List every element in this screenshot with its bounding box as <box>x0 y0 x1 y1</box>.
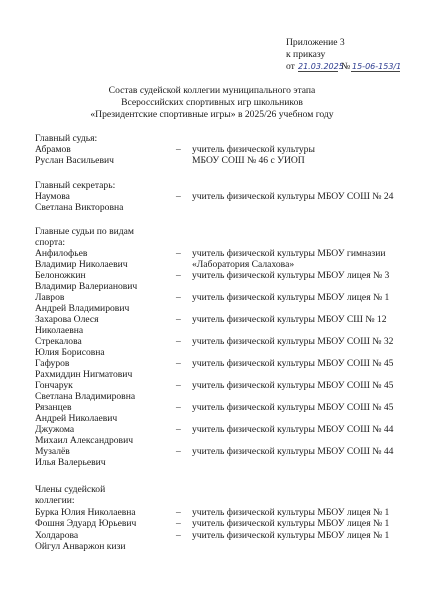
sport-judges-heading-line1: Главные судьи по видам <box>35 226 134 237</box>
dash: – <box>176 380 181 391</box>
judge-surname: Лавров <box>35 292 65 303</box>
dash: – <box>176 402 181 413</box>
judge-role: учитель физической культуры МБОУ гимназии <box>192 248 386 259</box>
dash: – <box>176 530 181 541</box>
member-name-cont: Ойгул Анваржон кизи <box>35 541 126 552</box>
dash: – <box>176 507 181 518</box>
judge-role: учитель физической культуры МБОУ лицея № 3 <box>192 270 390 281</box>
handwritten-number: 15-06-153/1 <box>352 62 402 71</box>
dash: – <box>176 270 181 281</box>
chief-secretary-surname: Наумова <box>35 191 70 202</box>
handwritten-date: 21.03.2025 <box>298 62 344 71</box>
chief-judge-role1: учитель физической культуры <box>192 144 315 155</box>
chief-judge-heading: Главный судья: <box>35 133 98 144</box>
judge-role: учитель физической культуры МБОУ СОШ № 45 <box>192 402 394 413</box>
judge-role: учитель физической культуры МБОУ СОШ № 32 <box>192 336 394 347</box>
judge-given-name: Николаевна <box>35 325 84 336</box>
member-role: учитель физической культуры МБОУ лицея № 1 <box>192 518 390 529</box>
judge-surname: Гафуров <box>35 358 70 369</box>
judge-surname: Анфилофьев <box>35 248 88 259</box>
appendix-ot: от <box>286 61 295 72</box>
judge-given-name: Светлана Владимировна <box>35 391 136 402</box>
judge-role: учитель физической культуры МБОУ СШ № 12 <box>192 314 387 325</box>
judge-role: учитель физической культуры МБОУ СОШ № 45 <box>192 380 394 391</box>
members-heading-line2: коллегии: <box>35 495 75 506</box>
judge-surname: Захарова Олеся <box>35 314 99 325</box>
dash: – <box>176 191 181 202</box>
member-name: Холдарова <box>35 530 79 541</box>
appendix-no-sign: № <box>341 61 351 72</box>
dash: – <box>176 446 181 457</box>
chief-secretary-given-name: Светлана Викторовна <box>35 202 124 213</box>
judge-surname: Белоножкин <box>35 270 86 281</box>
judge-surname: Рязанцев <box>35 402 72 413</box>
title-line1: Состав судейской коллегии муниципального этапа <box>108 85 316 96</box>
dash: – <box>176 314 181 325</box>
judge-role-cont: «Лаборатория Салахова» <box>192 259 295 270</box>
members-heading-line1: Члены судейской <box>35 484 106 495</box>
member-role: учитель физической культуры МБОУ лицея № 1 <box>192 507 390 518</box>
member-name: Фошня Эдуард Юрьевич <box>35 518 137 529</box>
dash: – <box>176 336 181 347</box>
dash: – <box>176 518 181 529</box>
chief-secretary-role: учитель физической культуры МБОУ СОШ № 24 <box>192 191 394 202</box>
chief-judge-given-name: Руслан Васильевич <box>35 155 114 166</box>
member-name: Бурка Юлия Николаевна <box>35 507 136 518</box>
dash: – <box>176 144 181 155</box>
member-role: учитель физической культуры МБОУ лицея № 1 <box>192 530 390 541</box>
title-line2: Всероссийских спортивных игр школьников <box>121 97 303 108</box>
chief-judge-surname: Абрамов <box>35 144 71 155</box>
judge-surname: Музалёв <box>35 446 70 457</box>
sport-judges-heading-line2: спорта: <box>35 237 66 248</box>
chief-judge-role2: МБОУ СОШ № 46 с УИОП <box>192 155 305 166</box>
judge-given-name: Владимир Валерианович <box>35 281 138 292</box>
dash: – <box>176 358 181 369</box>
judge-given-name: Андрей Владимирович <box>35 303 130 314</box>
appendix-line2: к приказу <box>286 49 326 60</box>
dash: – <box>176 292 181 303</box>
judge-surname: Стрекалова <box>35 336 82 347</box>
judge-surname: Гончарук <box>35 380 73 391</box>
judge-role: учитель физической культуры МБОУ СОШ № 44 <box>192 446 394 457</box>
judge-given-name: Илья Валерьевич <box>35 457 106 468</box>
dash: – <box>176 248 181 259</box>
appendix-line1: Приложение 3 <box>286 37 345 48</box>
judge-given-name: Михаил Александрович <box>35 435 134 446</box>
judge-given-name: Юлия Борисовна <box>35 347 105 358</box>
judge-role: учитель физической культуры МБОУ СОШ № 45 <box>192 358 394 369</box>
judge-role: учитель физической культуры МБОУ СОШ № 44 <box>192 424 394 435</box>
dash: – <box>176 424 181 435</box>
judge-given-name: Рахмиддин Нигматович <box>35 369 133 380</box>
judge-given-name: Андрей Николаевич <box>35 413 118 424</box>
chief-secretary-heading: Главный секретарь: <box>35 180 116 191</box>
title-line3: «Президентские спортивные игры» в 2025/26 учебном году <box>90 109 334 120</box>
judge-surname: Джужома <box>35 424 75 435</box>
judge-role: учитель физической культуры МБОУ лицея № 1 <box>192 292 390 303</box>
judge-given-name: Владимир Николаевич <box>35 259 128 270</box>
